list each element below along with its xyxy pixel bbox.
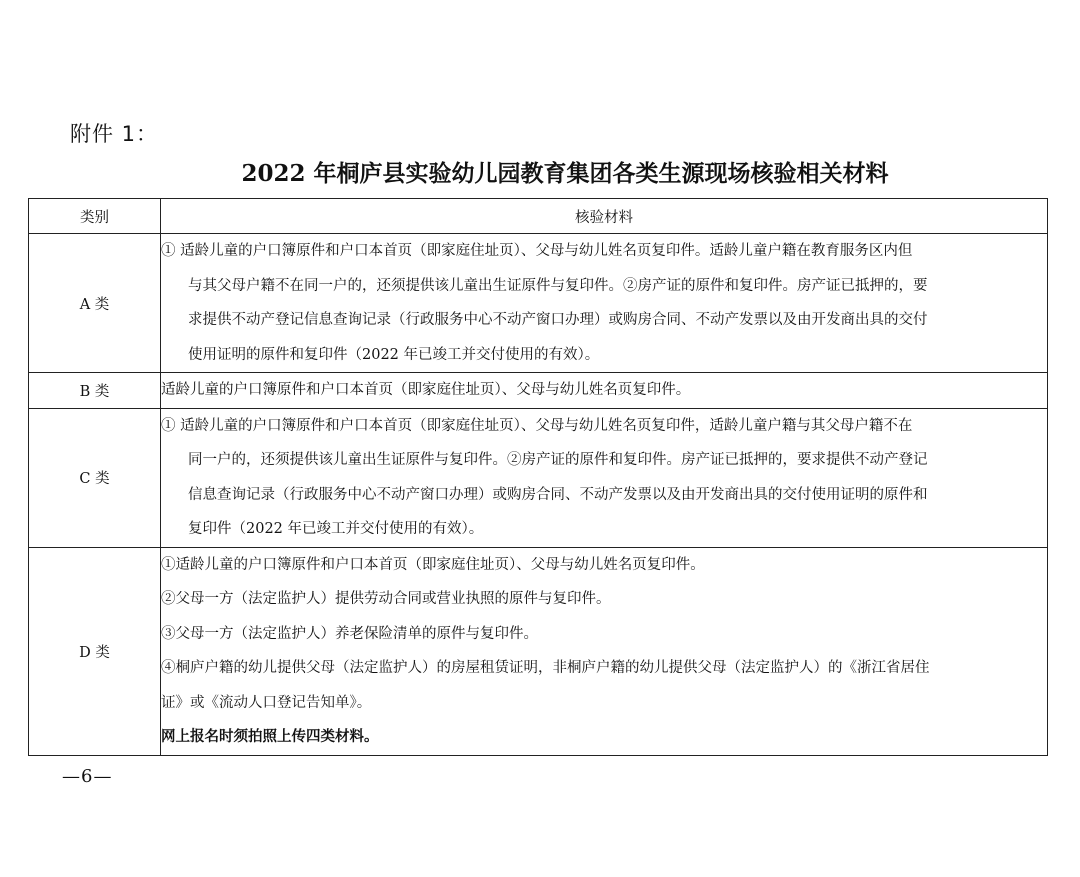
document-title: 2022 年桐庐县实验幼儿园教育集团各类生源现场核验相关材料 <box>241 160 889 187</box>
header-materials: 核验材料 <box>161 199 1048 234</box>
materials-line: ①适龄儿童的户口簿原件和户口本首页（即家庭住址页）、父母与幼儿姓名页复印件。 <box>161 556 705 573</box>
category-cell: D 类 <box>29 547 161 755</box>
materials-table <box>28 198 1048 756</box>
category-cell: A 类 <box>29 234 161 373</box>
materials-cell <box>161 547 1048 755</box>
header-category: 类别 <box>29 199 161 234</box>
materials-line: ②父母一方（法定监护人）提供劳动合同或营业执照的原件与复印件。 <box>161 591 611 607</box>
materials-line: ① 适龄儿童的户口簿原件和户口本首页（即家庭住址页）、父母与幼儿姓名页复印件。适龄儿童户籍在教育服务区内但 <box>161 243 913 259</box>
materials-line: 求提供不动产登记信息查询记录（行政服务中心不动产窗口办理）或购房合同、不动产发票以及由开发商出具的交付 <box>188 312 928 328</box>
materials-line: ① 适龄儿童的户口簿原件和户口本首页（即家庭住址页）、父母与幼儿姓名页复印件，适龄儿童户籍与其父母户籍不在 <box>161 417 913 434</box>
upload-note: 网上报名时须拍照上传四类材料。 <box>161 728 379 745</box>
materials-line: ③父母一方（法定监护人）养老保险清单的原件与复印件。 <box>161 625 538 642</box>
materials-line: 适龄儿童的户口簿原件和户口本首页（即家庭住址页）、父母与幼儿姓名页复印件。 <box>161 382 691 398</box>
attachment-label: 附件 1： <box>70 122 159 146</box>
table-row-d <box>29 547 1048 755</box>
materials-line: 与其父母户籍不在同一户的，还须提供该儿童出生证原件与复印件。②房产证的原件和复印件。房产证已抵押的，要 <box>188 277 928 294</box>
table-header-row <box>29 199 1048 234</box>
materials-line: 信息查询记录（行政服务中心不动产窗口办理）或购房合同、不动产发票以及由开发商出具的交付使用证明的原件和 <box>188 486 928 503</box>
materials-cell <box>161 234 1048 373</box>
table-row-a <box>29 234 1048 373</box>
materials-cell <box>161 373 1048 409</box>
table-row-c <box>29 408 1048 547</box>
materials-line: ④桐庐户籍的幼儿提供父母（法定监护人）的房屋租赁证明，非桐庐户籍的幼儿提供父母（法定监护人）的《浙江省居住 <box>161 660 930 676</box>
materials-line: 证》或《流动人口登记告知单》。 <box>161 694 372 711</box>
materials-line: 复印件（2022 年已竣工并交付使用的有效）。 <box>188 521 484 537</box>
materials-cell <box>161 408 1048 547</box>
page-number: —6— <box>62 766 113 787</box>
category-cell: C 类 <box>29 408 161 547</box>
category-cell: B 类 <box>29 373 161 409</box>
materials-line: 使用证明的原件和复印件（2022 年已竣工并交付使用的有效）。 <box>188 346 600 363</box>
table-row-b <box>29 373 1048 409</box>
materials-line: 同一户的，还须提供该儿童出生证原件与复印件。②房产证的原件和复印件。房产证已抵押的，要求提供不动产登记 <box>188 452 928 468</box>
